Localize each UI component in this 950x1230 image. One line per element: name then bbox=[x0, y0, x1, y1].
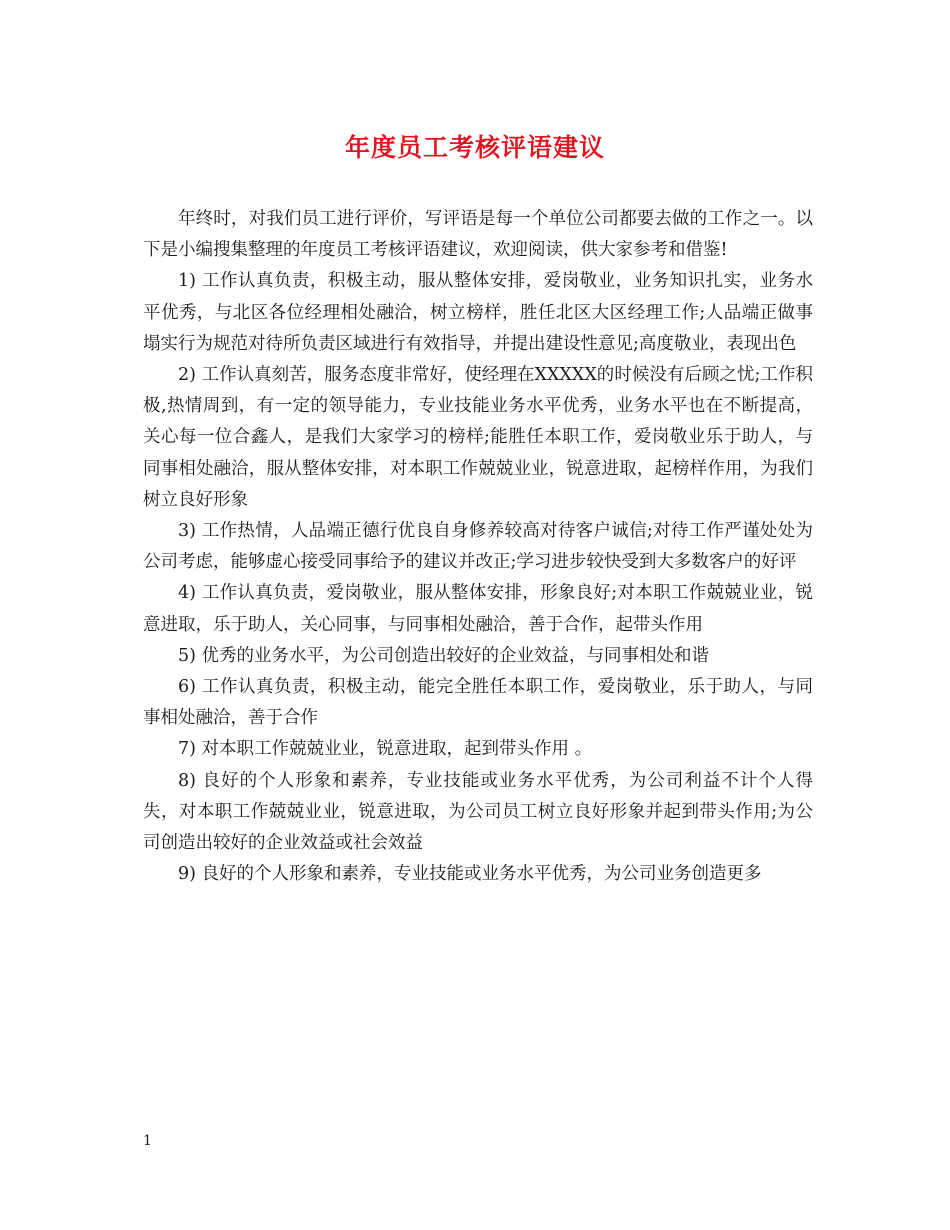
comment-paragraph-6: 6) 工作认真负责，积极主动，能完全胜任本职工作，爱岗敬业，乐于助人，与同事相处融洽，善于合作 bbox=[143, 677, 813, 729]
page-number: 1 bbox=[143, 1133, 152, 1149]
comment-paragraph-5: 5) 优秀的业务水平，为公司创造出较好的企业效益，与同事相处和谐 bbox=[178, 645, 710, 666]
document-body bbox=[143, 204, 813, 890]
intro-paragraph: 年终时，对我们员工进行评价，写评语是每一个单位公司都要去做的工作之一。以下是小编搜集整理的年度员工考核评语建议，欢迎阅读，供大家参考和借鉴! bbox=[143, 209, 813, 261]
comment-paragraph-2: 2) 工作认真刻苦，服务态度非常好，使经理在XXXXX的时候没有后顾之忧;工作积极,热情周到，有一定的领导能力，专业技能业务水平优秀，业务水平也在不断提高，关心每一位合鑫人，是我们大家学习的榜样;能胜任本职工作，爱岗敬业乐于助人，与同事相处融洽，服从整体安排，对本职工作兢兢业业，锐意进取，起榜样作用，为我们树立良好形象 bbox=[143, 365, 813, 510]
comment-paragraph-4: 4) 工作认真负责，爱岗敬业，服从整体安排，形象良好;对本职工作兢兢业业，锐意进取，乐于助人，关心同事，与同事相处融洽，善于合作，起带头作用 bbox=[143, 583, 813, 635]
comment-paragraph-7: 7) 对本职工作兢兢业业，锐意进取，起到带头作用 。 bbox=[178, 739, 593, 760]
comment-paragraph-8: 8) 良好的个人形象和素养，专业技能或业务水平优秀，为公司利益不计个人得失，对本职工作兢兢业业，锐意进取，为公司员工树立良好形象并起到带头作用;为公司创造出较好的企业效益或社会效益 bbox=[143, 770, 813, 854]
document-title: 年度员工考核评语建议 bbox=[344, 133, 605, 162]
comment-paragraph-3: 3) 工作热情，人品端正德行优良自身修养较高对待客户诚信;对待工作严谨处处为公司考虑，能够虚心接受同事给予的建议并改正;学习进步较快受到大多数客户的好评 bbox=[143, 521, 813, 573]
comment-paragraph-9: 9) 良好的个人形象和素养，专业技能或业务水平优秀，为公司业务创造更多 bbox=[178, 864, 762, 885]
comment-paragraph-1: 1) 工作认真负责，积极主动，服从整体安排，爱岗敬业，业务知识扎实，业务水平优秀，与北区各位经理相处融洽，树立榜样，胜任北区大区经理工作;人品端正做事塌实行为规范对待所负责区域进行有效指导，并提出建设性意见;高度敬业，表现出色 bbox=[143, 271, 813, 354]
